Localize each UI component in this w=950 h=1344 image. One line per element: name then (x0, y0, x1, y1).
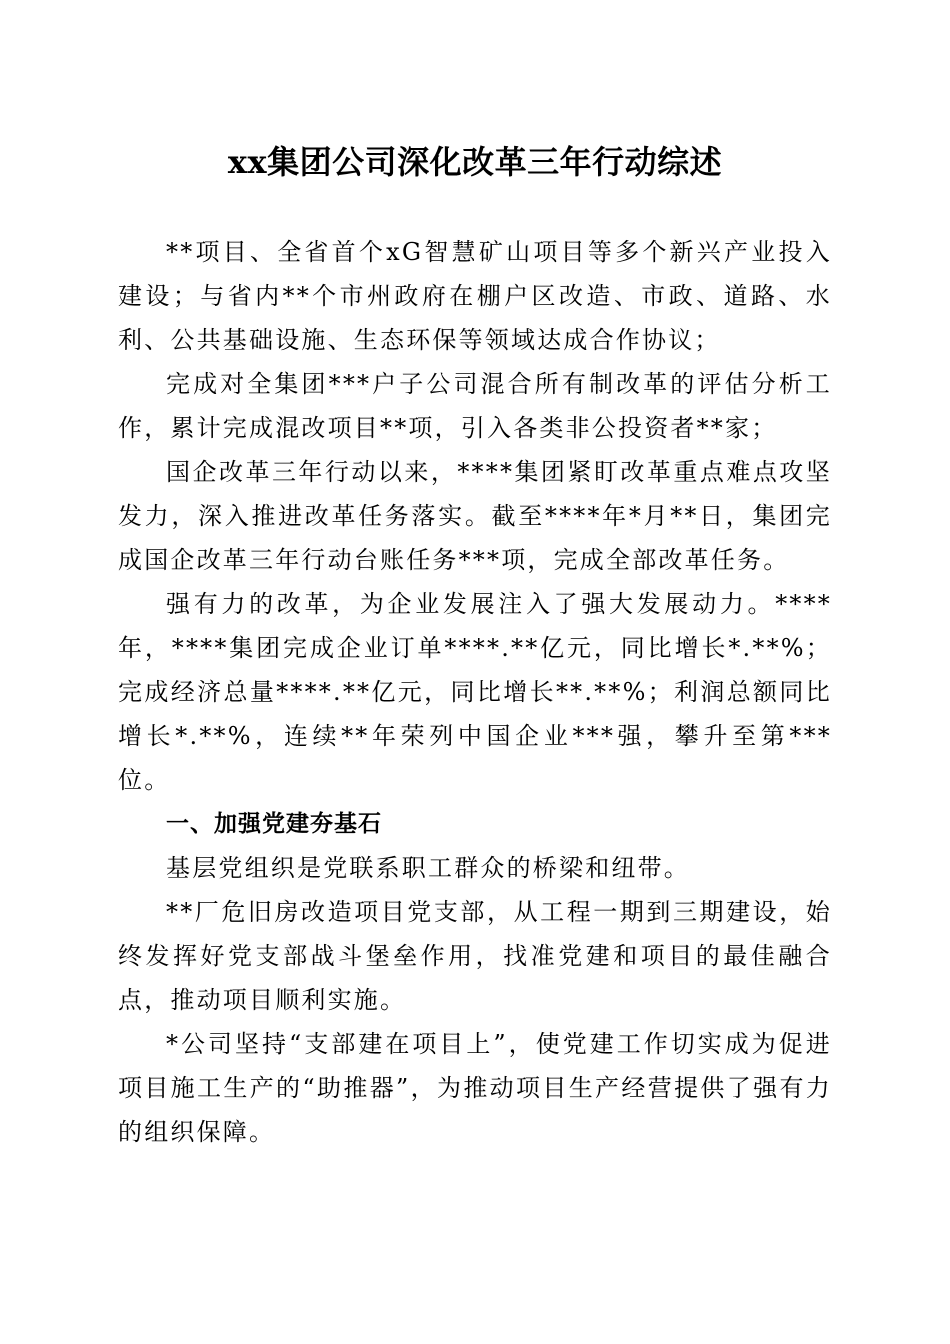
paragraph-reform-progress: 国企改革三年行动以来，****集团紧盯改革重点难点攻坚发力，深入推进改革任务落实。截至****年*月**日，集团完成国企改革三年行动台账任务***项，完成全部改革任务。 (118, 458, 832, 574)
paragraph-factory-renovation: **厂危旧房改造项目党支部，从工程一期到三期建设，始终发挥好党支部战斗堡垒作用，找准党建和项目的最佳融合点，推动项目顺利实施。 (118, 898, 832, 1014)
document-title: xx集团公司深化改革三年行动综述 (227, 143, 723, 181)
paragraph-projects: **项目、全省首个xG智慧矿山项目等多个新兴产业投入建设；与省内**个市州政府在棚户区改造、市政、道路、水利、公共基础设施、生态环保等领域达成合作协议； (118, 238, 832, 354)
paragraph-performance: 强有力的改革，为企业发展注入了强大发展动力。****年，****集团完成企业订单****.**亿元，同比增长*.**%；完成经济总量****.**亿元，同比增长**.**%；利润总额同比增长*.**%，连续**年荣列中国企业***强，攀升至第***位。 (118, 590, 832, 794)
paragraph-branch-on-project: *公司坚持“支部建在项目上”，使党建工作切实成为促进项目施工生产的“助推器”，为推动项目生产经营提供了强有力的组织保障。 (118, 1030, 832, 1146)
paragraph-mixed-ownership: 完成对全集团***户子公司混合所有制改革的评估分析工作，累计完成混改项目**项，引入各类非公投资者**家； (118, 370, 832, 442)
section-heading-party-building: 一、加强党建夯基石 (166, 811, 382, 837)
paragraph-party-bridge: 基层党组织是党联系职工群众的桥梁和纽带。 (166, 854, 690, 882)
document-body (118, 230, 832, 1154)
